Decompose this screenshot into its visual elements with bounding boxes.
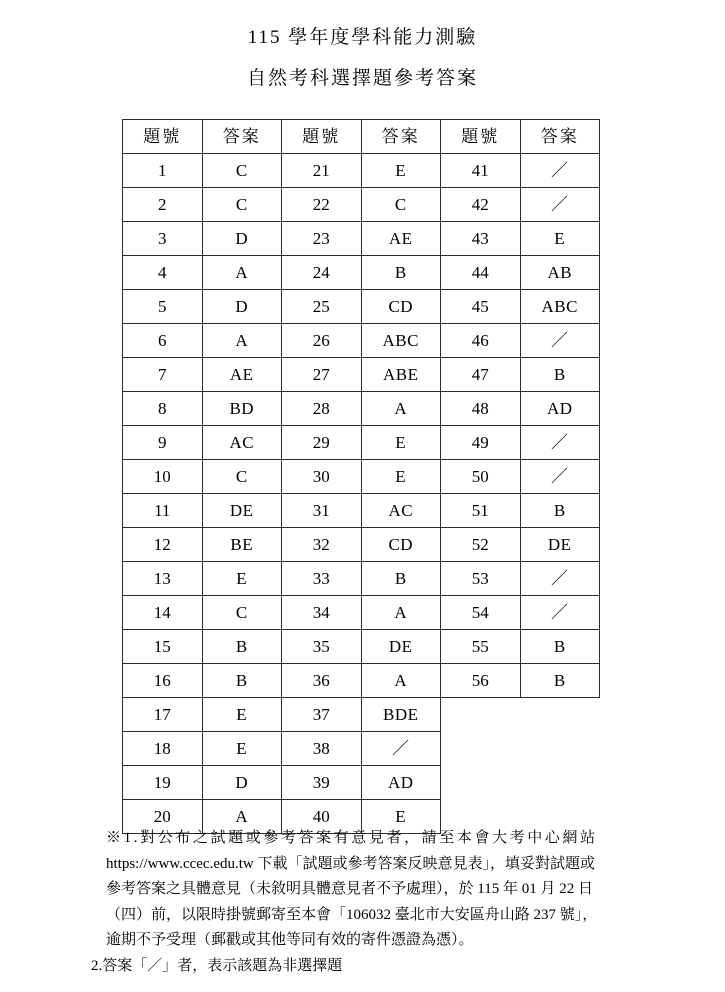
table-row — [123, 766, 600, 800]
question-number-cell: 39 — [282, 766, 362, 800]
question-number-cell: 9 — [123, 426, 203, 460]
question-number-cell: 12 — [123, 528, 203, 562]
question-number-cell: 36 — [282, 664, 362, 698]
question-number-cell: 51 — [441, 494, 521, 528]
question-number-cell: 33 — [282, 562, 362, 596]
question-number-cell: 21 — [282, 154, 362, 188]
answer-cell: ／ — [520, 324, 600, 358]
table-head — [123, 120, 600, 154]
question-number-cell: 31 — [282, 494, 362, 528]
header-answer-1: 答案 — [202, 120, 282, 154]
question-number-cell: 53 — [441, 562, 521, 596]
answer-cell: A — [202, 800, 282, 834]
document-title-block — [0, 18, 725, 100]
footnote-item-1 — [72, 826, 672, 954]
answer-cell: AD — [361, 766, 441, 800]
header-answer-2: 答案 — [361, 120, 441, 154]
table-row — [123, 188, 600, 222]
page-title: 115 學年度學科能力測驗 — [247, 27, 478, 48]
table-row — [123, 358, 600, 392]
footnotes — [72, 826, 672, 979]
answer-cell: A — [361, 596, 441, 630]
answer-cell: E — [361, 154, 441, 188]
empty-cell — [441, 732, 521, 766]
answer-cell: B — [520, 494, 600, 528]
question-number-cell: 45 — [441, 290, 521, 324]
question-number-cell: 5 — [123, 290, 203, 324]
question-number-cell: 35 — [282, 630, 362, 664]
table-row — [123, 426, 600, 460]
question-number-cell: 52 — [441, 528, 521, 562]
empty-cell — [520, 732, 600, 766]
table-row — [123, 494, 600, 528]
answer-cell: AB — [520, 256, 600, 290]
answer-cell: D — [202, 222, 282, 256]
table-row — [123, 392, 600, 426]
answer-cell: D — [202, 290, 282, 324]
answer-cell: A — [361, 664, 441, 698]
answer-cell: E — [202, 698, 282, 732]
question-number-cell: 40 — [282, 800, 362, 834]
footnote-1-line-5: 逾期不予受理（郵戳或其他等同有效的寄件憑證為憑）。 — [106, 932, 474, 948]
answer-table-container — [122, 119, 599, 834]
answer-cell: E — [361, 426, 441, 460]
empty-cell — [441, 698, 521, 732]
answer-cell: ／ — [520, 460, 600, 494]
question-number-cell: 22 — [282, 188, 362, 222]
question-number-cell: 24 — [282, 256, 362, 290]
table-row — [123, 256, 600, 290]
question-number-cell: 4 — [123, 256, 203, 290]
empty-cell — [520, 698, 600, 732]
question-number-cell: 8 — [123, 392, 203, 426]
question-number-cell: 48 — [441, 392, 521, 426]
answer-cell: A — [202, 256, 282, 290]
answer-cell: E — [361, 460, 441, 494]
header-number-3: 題號 — [441, 120, 521, 154]
question-number-cell: 56 — [441, 664, 521, 698]
answer-cell: C — [202, 188, 282, 222]
answer-cell: CD — [361, 528, 441, 562]
question-number-cell: 15 — [123, 630, 203, 664]
answer-cell: AC — [361, 494, 441, 528]
question-number-cell: 18 — [123, 732, 203, 766]
table-row — [123, 596, 600, 630]
table-row — [123, 698, 600, 732]
table-row — [123, 630, 600, 664]
question-number-cell: 26 — [282, 324, 362, 358]
table-row — [123, 562, 600, 596]
answer-cell: B — [361, 562, 441, 596]
question-number-cell: 16 — [123, 664, 203, 698]
table-row — [123, 460, 600, 494]
question-number-cell: 47 — [441, 358, 521, 392]
question-number-cell: 19 — [123, 766, 203, 800]
empty-cell — [441, 766, 521, 800]
answer-table — [122, 119, 600, 834]
question-number-cell: 54 — [441, 596, 521, 630]
answer-cell: AD — [520, 392, 600, 426]
question-number-cell: 3 — [123, 222, 203, 256]
question-number-cell: 34 — [282, 596, 362, 630]
header-number-2: 題號 — [282, 120, 362, 154]
answer-cell: ／ — [520, 562, 600, 596]
table-row — [123, 222, 600, 256]
header-answer-3: 答案 — [520, 120, 600, 154]
table-row — [123, 528, 600, 562]
question-number-cell: 37 — [282, 698, 362, 732]
question-number-cell: 50 — [441, 460, 521, 494]
question-number-cell: 11 — [123, 494, 203, 528]
answer-cell: AE — [361, 222, 441, 256]
answer-cell: C — [202, 154, 282, 188]
question-number-cell: 7 — [123, 358, 203, 392]
answer-cell: BD — [202, 392, 282, 426]
answer-cell: B — [520, 630, 600, 664]
question-number-cell: 17 — [123, 698, 203, 732]
table-row — [123, 732, 600, 766]
question-number-cell: 43 — [441, 222, 521, 256]
footnote-1-line-3: 參考答案之具體意見（未敘明具體意見者不予處理），於 115 年 01 月 22 日 — [106, 881, 593, 897]
answer-cell: DE — [361, 630, 441, 664]
answer-cell: E — [202, 562, 282, 596]
page-subtitle: 自然考科選擇題參考答案 — [246, 68, 478, 89]
question-number-cell: 44 — [441, 256, 521, 290]
question-number-cell: 2 — [123, 188, 203, 222]
answer-cell: B — [202, 630, 282, 664]
question-number-cell: 32 — [282, 528, 362, 562]
answer-cell: ／ — [520, 188, 600, 222]
question-number-cell: 14 — [123, 596, 203, 630]
question-number-cell: 25 — [282, 290, 362, 324]
empty-cell — [520, 766, 600, 800]
answer-cell: A — [361, 392, 441, 426]
footnote-item-2: 2.答案「／」者，表示該題為非選擇題 — [91, 957, 343, 974]
question-number-cell: 27 — [282, 358, 362, 392]
answer-cell: BE — [202, 528, 282, 562]
question-number-cell: 13 — [123, 562, 203, 596]
question-number-cell: 55 — [441, 630, 521, 664]
question-number-cell: 49 — [441, 426, 521, 460]
answer-cell: AC — [202, 426, 282, 460]
answer-cell: B — [202, 664, 282, 698]
question-number-cell: 28 — [282, 392, 362, 426]
answer-cell: E — [361, 800, 441, 834]
answer-cell: ／ — [361, 732, 441, 766]
question-number-cell: 38 — [282, 732, 362, 766]
answer-cell: DE — [520, 528, 600, 562]
answer-cell: ABC — [520, 290, 600, 324]
question-number-cell: 6 — [123, 324, 203, 358]
answer-cell: D — [202, 766, 282, 800]
answer-cell: E — [520, 222, 600, 256]
table-row — [123, 324, 600, 358]
answer-cell: AE — [202, 358, 282, 392]
answer-cell: B — [520, 358, 600, 392]
table-body — [123, 154, 600, 834]
question-number-cell: 42 — [441, 188, 521, 222]
answer-cell: C — [202, 460, 282, 494]
table-row — [123, 154, 600, 188]
question-number-cell: 46 — [441, 324, 521, 358]
answer-cell: B — [520, 664, 600, 698]
footnote-1-line-1 — [106, 826, 672, 852]
answer-cell: B — [361, 256, 441, 290]
answer-cell: ／ — [520, 154, 600, 188]
answer-cell: C — [202, 596, 282, 630]
question-number-cell: 23 — [282, 222, 362, 256]
footnote-marker-1: ※1. — [106, 830, 141, 846]
question-number-cell: 20 — [123, 800, 203, 834]
answer-cell: A — [202, 324, 282, 358]
table-header-row — [123, 120, 600, 154]
answer-cell: CD — [361, 290, 441, 324]
table-row — [123, 290, 600, 324]
question-number-cell: 41 — [441, 154, 521, 188]
footnote-1-line-2: https://www.ccec.edu.tw 下載「試題或參考答案反映意見表」，填妥對試題或 — [106, 855, 595, 872]
answer-cell: ABE — [361, 358, 441, 392]
answer-cell: C — [361, 188, 441, 222]
answer-cell: ／ — [520, 426, 600, 460]
table-row — [123, 664, 600, 698]
answer-cell: BDE — [361, 698, 441, 732]
footnote-1-line-4: （四）前，以限時掛號郵寄至本會「106032 臺北市大安區舟山路 237 號」， — [106, 906, 598, 923]
question-number-cell: 29 — [282, 426, 362, 460]
answer-cell: DE — [202, 494, 282, 528]
answer-cell: ／ — [520, 596, 600, 630]
footnote-1-text-1: 對公布之試題或參考答案有意見者，請至本會大考中心網站 — [140, 830, 598, 846]
question-number-cell: 30 — [282, 460, 362, 494]
answer-cell: E — [202, 732, 282, 766]
question-number-cell: 10 — [123, 460, 203, 494]
answer-cell: ABC — [361, 324, 441, 358]
question-number-cell: 1 — [123, 154, 203, 188]
header-number-1: 題號 — [123, 120, 203, 154]
